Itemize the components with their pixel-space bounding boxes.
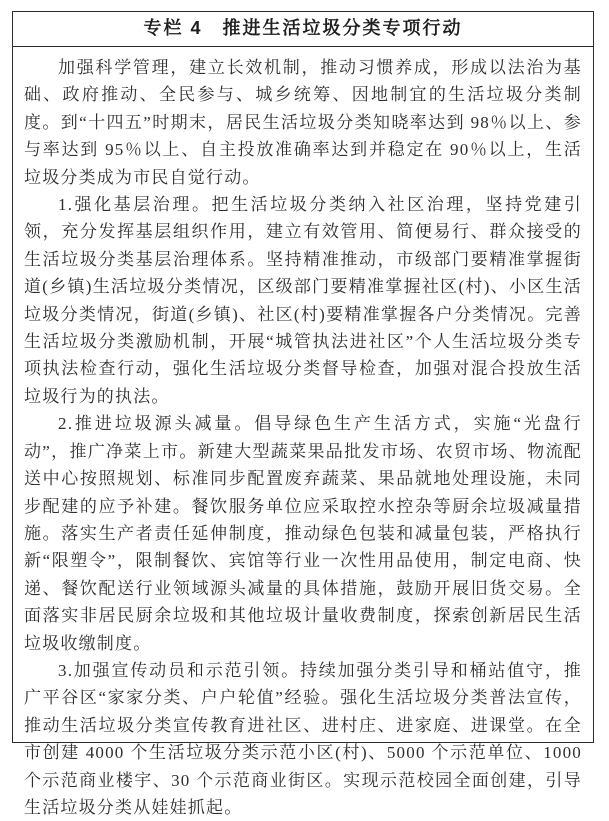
paragraph-publicity-demonstration: 3.加强宣传动员和示范引领。持续加强分类引导和桶站值守，推广平谷区“家家分类、户户轮值”经验。强化生活垃圾分类普法宣传，推动生活垃圾分类宣传教育进社区、进村庄、进家庭、进课堂。在全市创建 4000 个生活垃圾分类示范小区(村)、5000 个示范单位、1000 个示范商业楼宇、30 个示范商业街区。实现示范校园全面创建，引导生活垃圾分类从娃娃抓起。 (24, 660, 582, 817)
paragraph-overview: 加强科学管理，建立长效机制，推动习惯养成，形成以法治为基础、政府推动、全民参与、城乡统筹、因地制宜的生活垃圾分类制度。到“十四五”时期末，居民生活垃圾分类知晓率达到 98％以上、参与率达到 95％以上、自主投放准确率达到并稳定在 90％以上，生活垃圾分类成为市民自觉行动。 (24, 58, 582, 187)
paragraph-grassroots-governance: 1.强化基层治理。把生活垃圾分类纳入社区治理，坚持党建引领，充分发挥基层组织作用，建立有效管用、简便易行、群众接受的生活垃圾分类基层治理体系。坚持精准推动，市级部门要精准掌握街道(乡镇)生活垃圾分类情况，区级部门要精准掌握社区(村)、小区生活垃圾分类情况，街道(乡镇)、社区(村)要精准掌握各户分类情况。完善生活垃圾分类激励机制，开展“城管执法进社区”个人生活垃圾分类专项执法检查行动，强化生活垃圾分类督导检查，加强对混合投放生活垃圾行为的执法。 (24, 195, 582, 406)
panel-title: 专栏 4 推进生活垃圾分类专项行动 (13, 12, 593, 47)
panel-body (13, 47, 593, 821)
paragraph-source-reduction: 2.推进垃圾源头减量。倡导绿色生产生活方式，实施“光盘行动”，推广净菜上市。新建大型蔬菜果品批发市场、农贸市场、物流配送中心按照规划、标准同步配置废弃蔬菜、果品就地处理设施，未同步配建的应予补建。餐饮服务单位应采取控水控杂等厨余垃圾减量措施。落实生产者责任延伸制度，推动绿色包装和减量包装，严格执行新“限塑令”，限制餐饮、宾馆等行业一次性用品使用，制定电商、快递、餐饮配送行业领域源头减量的具体措施，鼓励开展旧货交易。全面落实非居民厨余垃圾和其他垃圾计量收费制度，探索创新居民生活垃圾收缴制度。 (24, 414, 582, 653)
column-panel (12, 11, 594, 817)
